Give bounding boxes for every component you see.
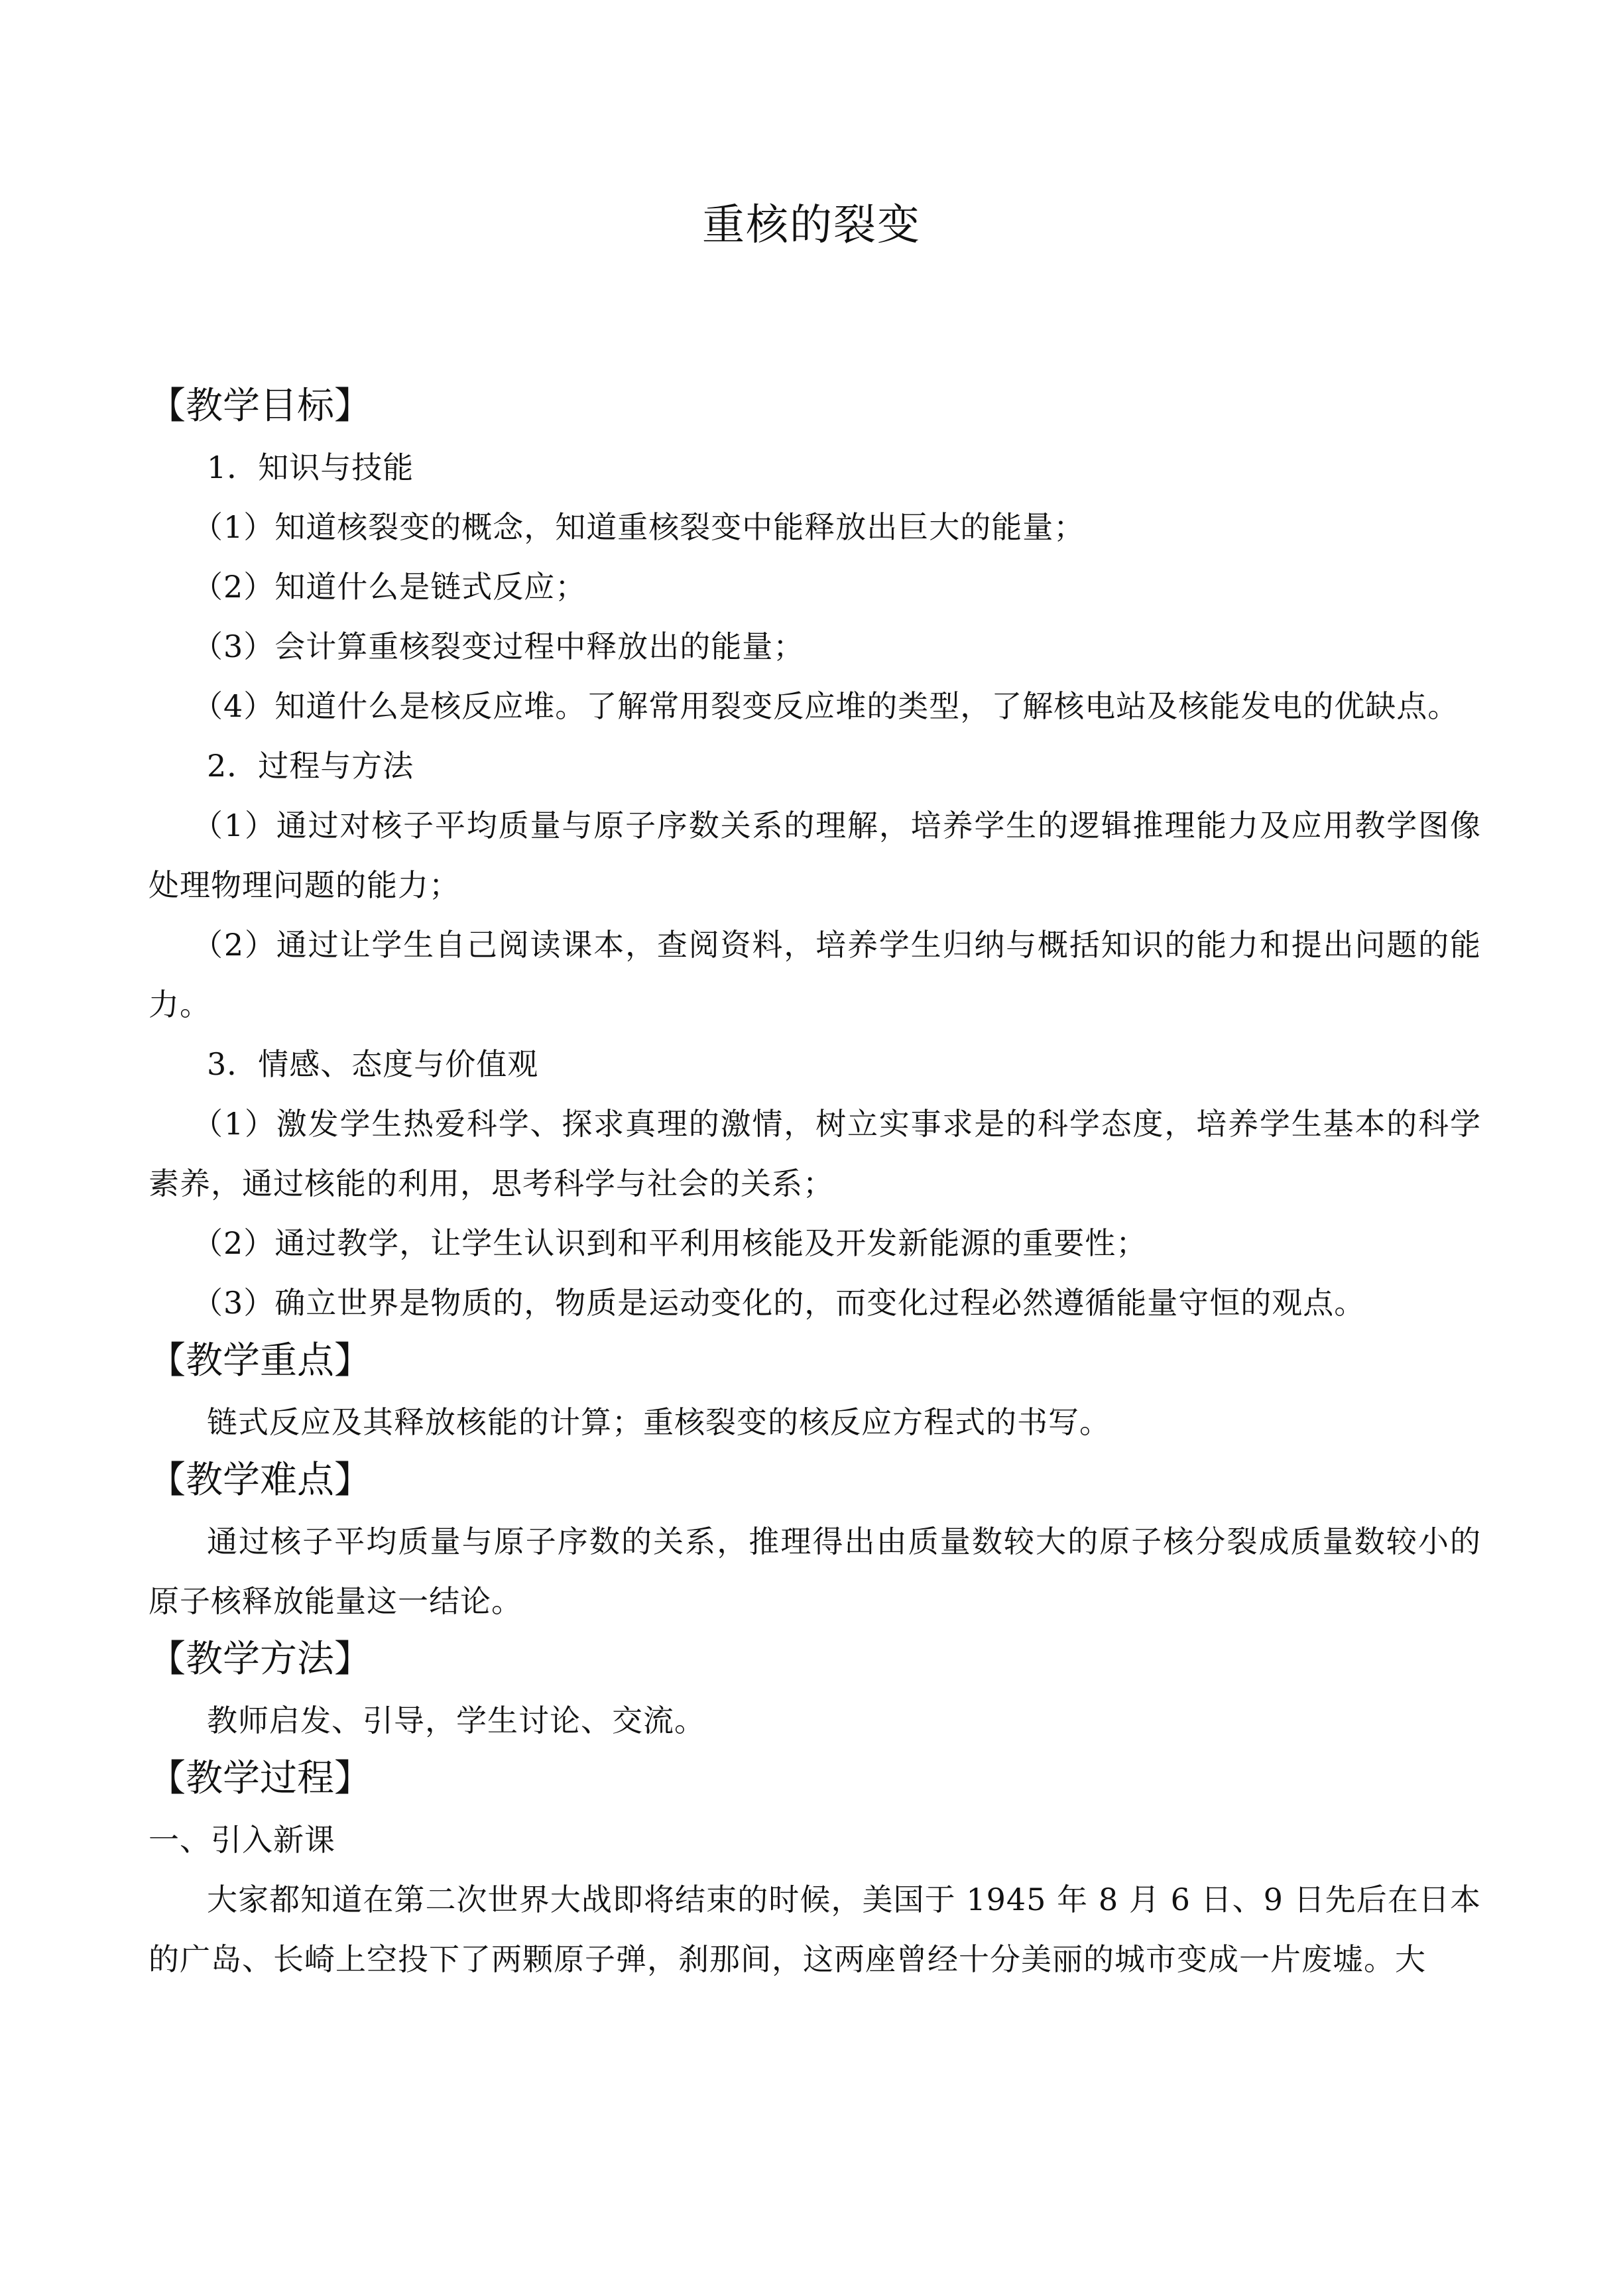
emotion-item-2: （2）通过教学，让学生认识到和平利用核能及开发新能源的重要性； <box>192 1225 1148 1261</box>
process-method-heading: 2．过程与方法 <box>207 748 414 784</box>
difficulties-text: 通过核子平均质量与原子序数的关系，推理得出由质量数较大的原子核分裂成质量数较小的原子核释放能量这一结论。 <box>149 1524 1481 1619</box>
intro-paragraph: 大家都知道在第二次世界大战即将结束的时候，美国于 1945 年 8 月 6 日、9 日先后在日本的广岛、长崎上空投下了两颗原子弹，刹那间，这两座曾经十分美丽的城市变成一片废墟。大 <box>149 1882 1481 1977</box>
knowledge-item-1: （1）知道核裂变的概念，知道重核裂变中能释放出巨大的能量； <box>192 509 1085 545</box>
emotion-values-heading: 3．情感、态度与价值观 <box>207 1046 539 1082</box>
document-body <box>149 378 1481 1989</box>
key-points-heading: 【教学重点】 <box>149 1339 371 1382</box>
process-item-2: （2）通过让学生自己阅读课本，查阅资料，培养学生归纳与概括知识的能力和提出问题的能力。 <box>149 927 1481 1022</box>
key-points-text: 链式反应及其释放核能的计算；重核裂变的核反应方程式的书写。 <box>207 1404 1111 1440</box>
methods-heading: 【教学方法】 <box>149 1638 371 1681</box>
knowledge-item-4: （4）知道什么是核反应堆。了解常用裂变反应堆的类型，了解核电站及核能发电的优缺点。 <box>192 688 1459 724</box>
difficulties-heading: 【教学难点】 <box>149 1459 371 1502</box>
emotion-item-3: （3）确立世界是物质的，物质是运动变化的，而变化过程必然遵循能量守恒的观点。 <box>192 1285 1366 1321</box>
document-title: 重核的裂变 <box>702 201 921 250</box>
teaching-process-heading: 【教学过程】 <box>149 1757 371 1800</box>
knowledge-item-2: （2）知道什么是链式反应； <box>192 569 587 605</box>
methods-text: 教师启发、引导，学生讨论、交流。 <box>207 1703 705 1738</box>
knowledge-item-3: （3）会计算重核裂变过程中释放出的能量； <box>192 629 805 664</box>
process-item-1: （1）通过对核子平均质量与原子序数关系的理解，培养学生的逻辑推理能力及应用教学图像处理物理问题的能力； <box>149 808 1481 903</box>
knowledge-skills-heading: 1．知识与技能 <box>207 450 414 485</box>
teaching-goals-heading: 【教学目标】 <box>149 385 371 428</box>
section-intro-label: 一、引入新课 <box>149 1822 335 1858</box>
emotion-item-1: （1）激发学生热爱科学、探求真理的激情，树立实事求是的科学态度，培养学生基本的科学素养，通过核能的利用，思考科学与社会的关系； <box>149 1106 1481 1201</box>
